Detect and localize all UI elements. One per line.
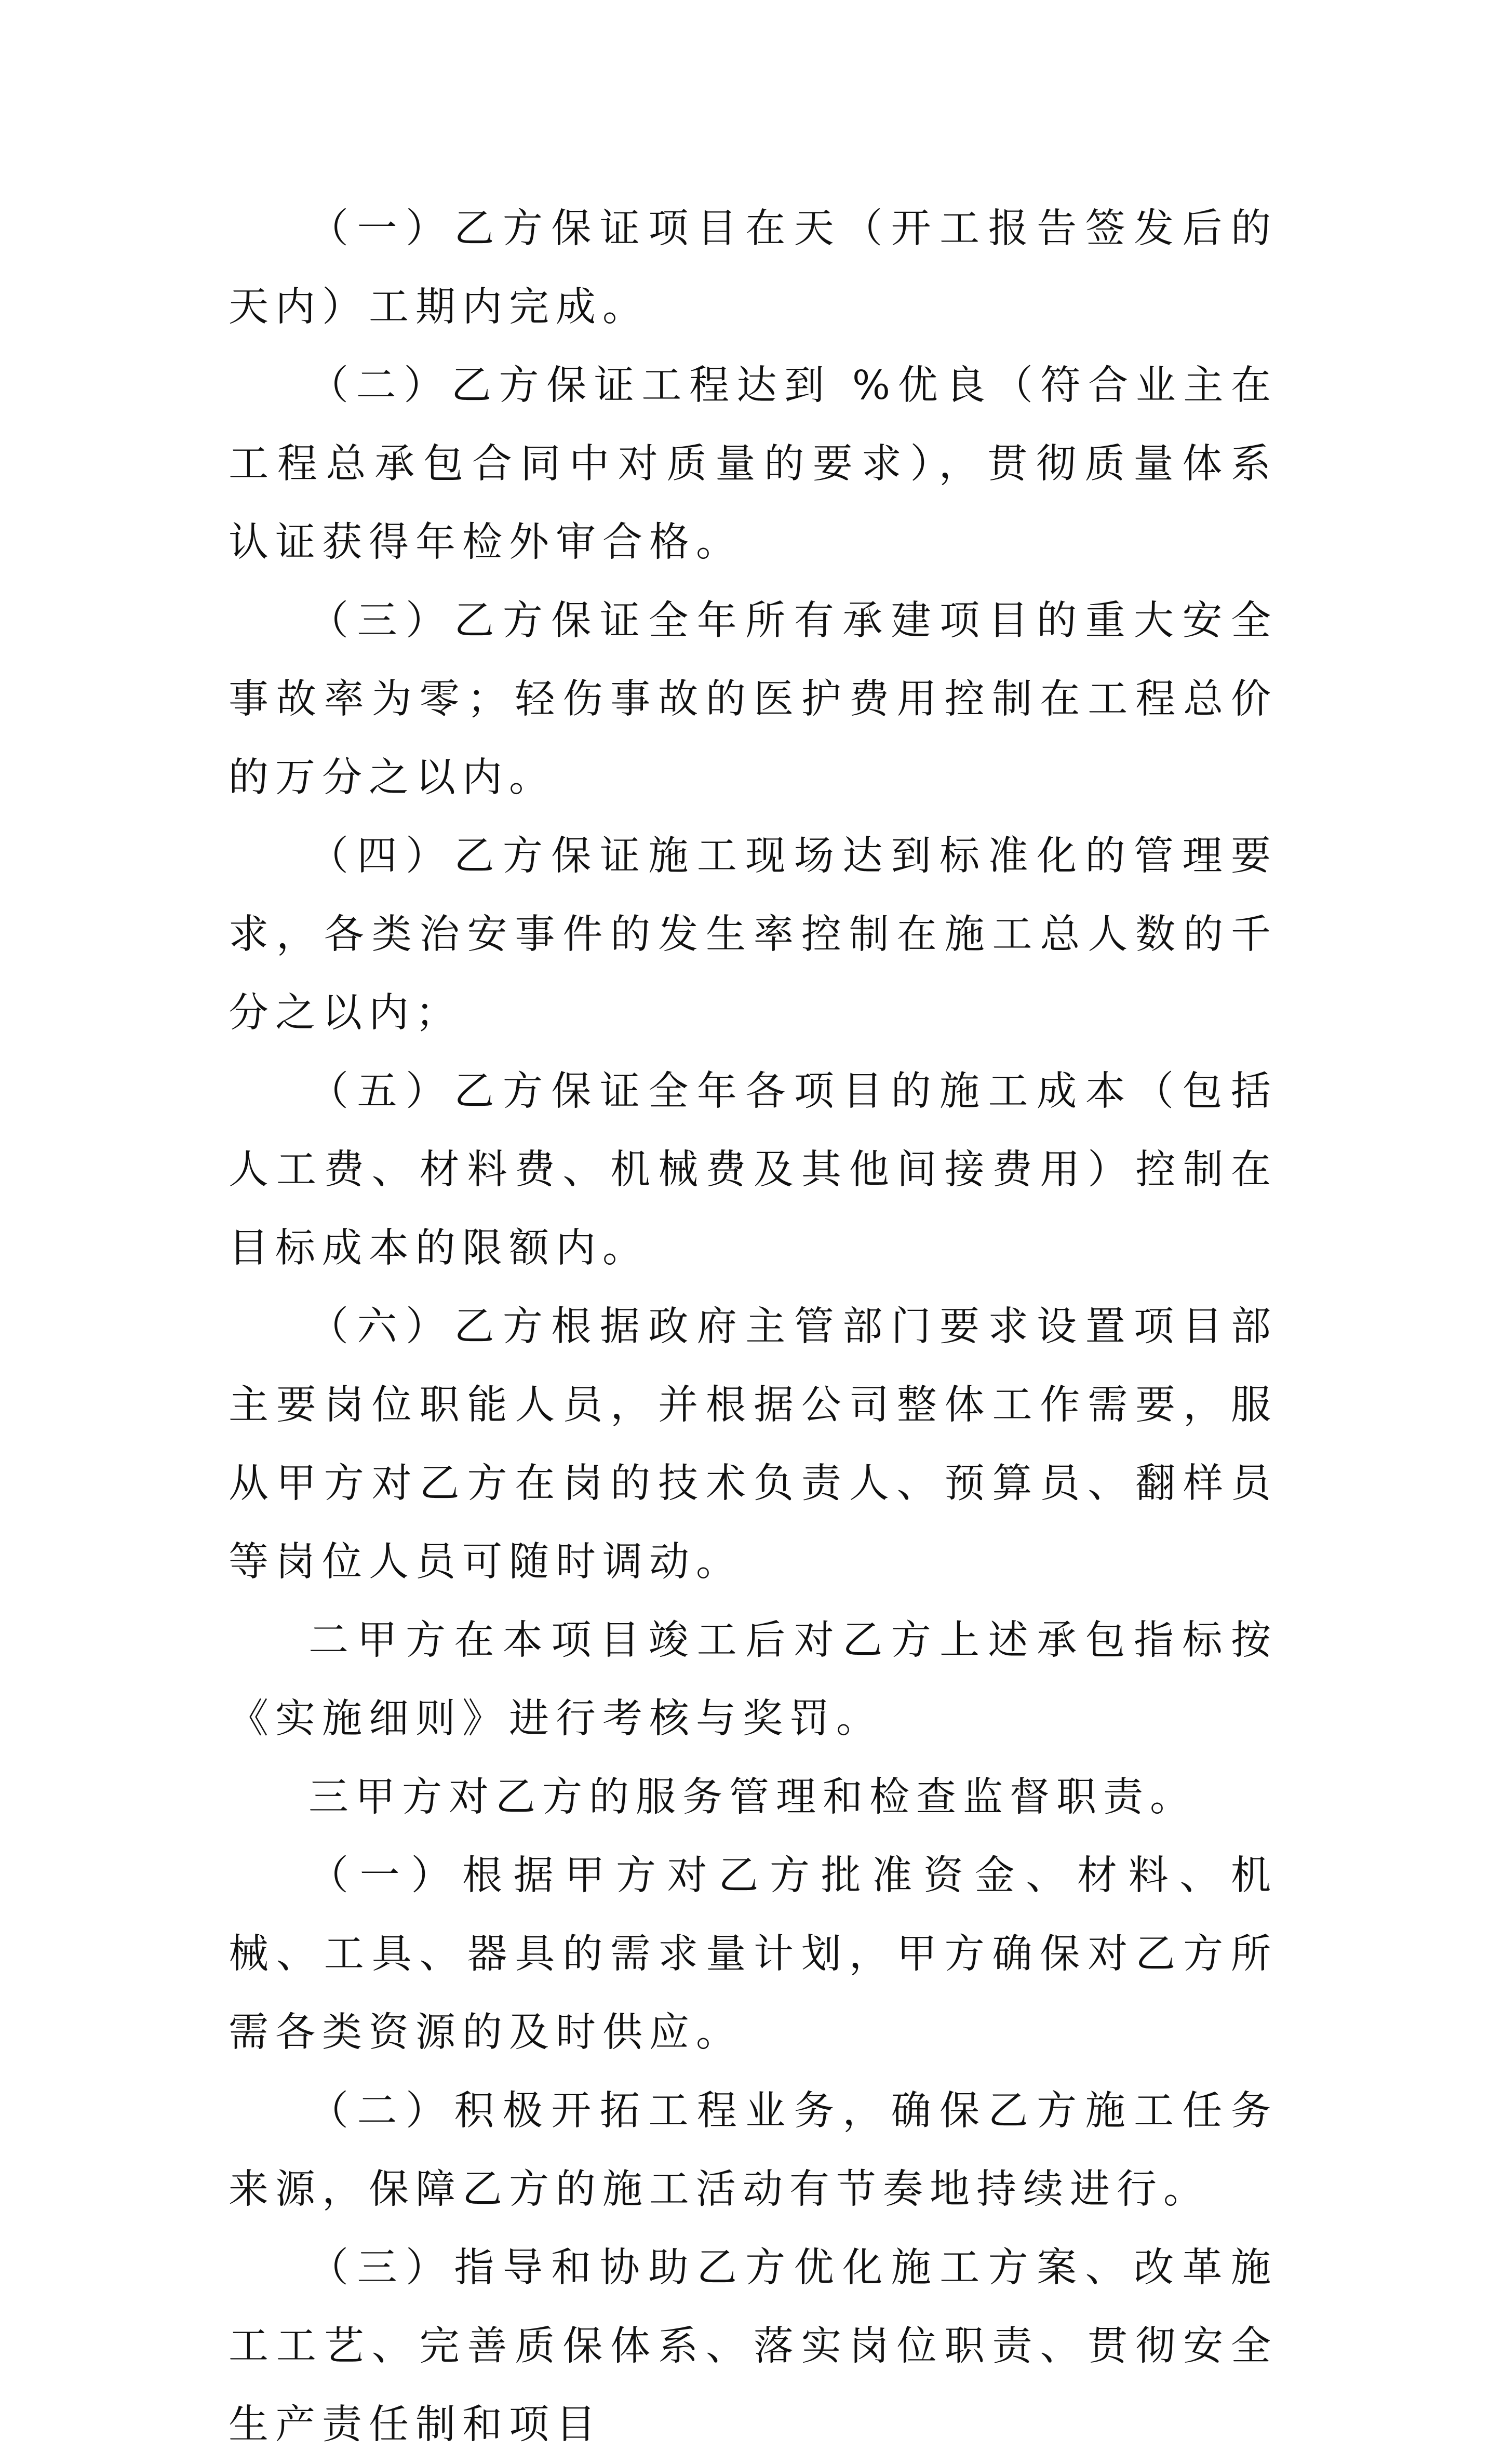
- document-body: [229, 190, 1278, 2464]
- paragraph-8: 三甲方对乙方的服务管理和检查监督职责。: [308, 1774, 1197, 1820]
- paragraph-6: （六）乙方根据政府主管部门要求设置项目部主要岗位职能人员，并根据公司整体工作需要，服从甲方对乙方在岗的技术负责人、预算员、翻样员等岗位人员可随时调动。: [229, 1304, 1278, 1585]
- paragraph-2: （二）乙方保证工程达到 %优良（符合业主在工程总承包合同中对质量的要求），贯彻质量体系认证获得年检外审合格。: [229, 363, 1278, 566]
- paragraph-5: （五）乙方保证全年各项目的施工成本（包括人工费、材料费、机械费及其他间接费用）控制在目标成本的限额内。: [229, 1068, 1278, 1271]
- paragraph-4: （四）乙方保证施工现场达到标准化的管理要求，各类治安事件的发生率控制在施工总人数的千分之以内；: [229, 833, 1278, 1036]
- paragraph-10: （二）积极开拓工程业务，确保乙方施工任务来源，保障乙方的施工活动有节奏地持续进行。: [229, 2088, 1278, 2213]
- paragraph-3: （三）乙方保证全年所有承建项目的重大安全事故率为零；轻伤事故的医护费用控制在工程总价的万分之以内。: [229, 598, 1278, 801]
- paragraph-7: 二甲方在本项目竣工后对乙方上述承包指标按《实施细则》进行考核与奖罚。: [229, 1617, 1278, 1742]
- paragraph-11: （三）指导和协助乙方优化施工方案、改革施工工艺、完善质保体系、落实岗位职责、贯彻安全生产责任制和项目: [229, 2245, 1278, 2448]
- paragraph-1: （一）乙方保证项目在天（开工报告签发后的天内）工期内完成。: [229, 206, 1278, 330]
- paragraph-9: （一）根据甲方对乙方批准资金、材料、机械、工具、器具的需求量计划，甲方确保对乙方所需各类资源的及时供应。: [229, 1853, 1278, 2056]
